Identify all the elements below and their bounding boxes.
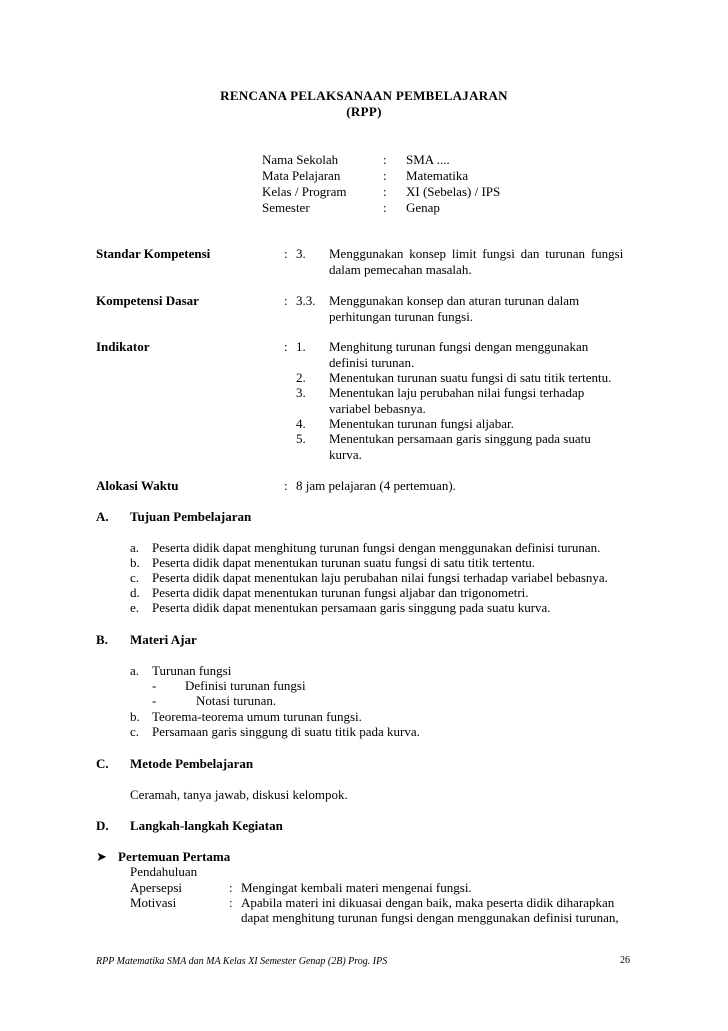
kd-number: 3.3.	[296, 293, 316, 308]
apersepsi-text: Mengingat kembali materi mengenai fungsi.	[241, 880, 472, 895]
identity-colon: :	[383, 200, 387, 215]
motivasi-text-line1: Apabila materi ini dikuasai dengan baik, maka peserta didik diharapkan	[241, 895, 615, 910]
sub-item: Notasi turunan.	[196, 693, 277, 708]
indikator-text: Menentukan laju perubahan nilai fungsi terhadap	[329, 385, 585, 400]
identity-value: Genap	[406, 200, 440, 215]
footer-text: RPP Matematika SMA dan MA Kelas XI Semester Genap (2B) Prog. IPS	[96, 956, 388, 967]
sub-item: Definisi turunan fungsi	[185, 678, 306, 693]
section-a-heading: Tujuan Pembelajaran	[130, 509, 252, 524]
identity-label: Nama Sekolah	[262, 152, 339, 167]
list-marker: b.	[130, 555, 140, 570]
sub-marker: -	[152, 678, 157, 693]
identity-colon: :	[383, 184, 387, 199]
document-title: RENCANA PELAKSANAAN PEMBELAJARAN	[220, 88, 508, 103]
indikator-text: Menentukan persamaan garis singgung pada suatu	[329, 431, 591, 446]
motivasi-label: Motivasi	[130, 895, 177, 910]
identity-label: Mata Pelajaran	[262, 168, 341, 183]
indikator-text: Menentukan turunan suatu fungsi di satu titik tertentu.	[329, 370, 612, 385]
document-subtitle: (RPP)	[346, 104, 382, 119]
identity-value: SMA ....	[406, 152, 450, 167]
indikator-number: 1.	[296, 339, 306, 354]
indikator-text: variabel bebasnya.	[329, 401, 426, 416]
kd-colon: :	[284, 293, 288, 308]
identity-label: Kelas / Program	[262, 184, 347, 199]
section-a-letter: A.	[96, 509, 109, 524]
identity-colon: :	[383, 152, 387, 167]
kd-text-line2: perhitungan turunan fungsi.	[329, 309, 474, 324]
sub-marker: -	[152, 693, 157, 708]
list-item: Peserta didik dapat menentukan turunan suatu fungsi di satu titik tertentu.	[152, 555, 536, 570]
identity-label: Semester	[262, 200, 310, 215]
indikator-number: 4.	[296, 416, 306, 431]
identity-value: Matematika	[406, 168, 469, 183]
list-marker: c.	[130, 570, 140, 585]
list-marker: a.	[130, 540, 140, 555]
list-item: Peserta didik dapat menentukan laju perubahan nilai fungsi terhadap variabel bebasnya.	[152, 570, 608, 585]
identity-colon: :	[383, 168, 387, 183]
list-marker: a.	[130, 663, 140, 678]
alokasi-colon: :	[284, 478, 288, 493]
indikator-text: definisi turunan.	[329, 355, 415, 370]
motivasi-colon: :	[229, 895, 233, 910]
apersepsi-label: Apersepsi	[130, 880, 182, 895]
list-item: Peserta didik dapat menentukan persamaan garis singgung pada suatu kurva.	[152, 600, 551, 615]
apersepsi-colon: :	[229, 880, 233, 895]
pendahuluan-label: Pendahuluan	[130, 864, 198, 879]
section-c-text: Ceramah, tanya jawab, diskusi kelompok.	[130, 787, 348, 802]
indikator-number: 3.	[296, 385, 306, 400]
kd-label: Kompetensi Dasar	[96, 293, 199, 308]
sk-number: 3.	[296, 246, 306, 261]
list-item: Teorema-teorema umum turunan fungsi.	[152, 709, 362, 724]
sk-colon: :	[284, 246, 288, 261]
list-marker: d.	[130, 585, 140, 600]
sk-text-line1: Menggunakan konsep limit fungsi dan turunan fungsi	[329, 246, 624, 261]
list-item: Turunan fungsi	[152, 663, 232, 678]
section-c-heading: Metode Pembelajaran	[130, 756, 254, 771]
list-marker: e.	[130, 600, 140, 615]
section-d-heading: Langkah-langkah Kegiatan	[130, 818, 283, 833]
alokasi-value: 8 jam pelajaran (4 pertemuan).	[296, 478, 456, 493]
indikator-number: 2.	[296, 370, 306, 385]
indikator-number: 5.	[296, 431, 306, 446]
indikator-text: Menghitung turunan fungsi dengan menggunakan	[329, 339, 589, 354]
identity-value: XI (Sebelas) / IPS	[406, 184, 501, 199]
section-d-letter: D.	[96, 818, 109, 833]
sk-label: Standar Kompetensi	[96, 246, 211, 261]
sk-text-line2: dalam pemecahan masalah.	[329, 262, 472, 277]
motivasi-text-line2: dapat menghitung turunan fungsi dengan menggunakan definisi turunan,	[241, 910, 619, 925]
list-marker: b.	[130, 709, 140, 724]
pertemuan-heading: Pertemuan Pertama	[118, 849, 231, 864]
list-item: Peserta didik dapat menentukan turunan fungsi aljabar dan trigonometri.	[152, 585, 529, 600]
section-b-heading: Materi Ajar	[130, 632, 197, 647]
kd-text-line1: Menggunakan konsep dan aturan turunan dalam	[329, 293, 580, 308]
indikator-colon: :	[284, 339, 288, 354]
indikator-text: Menentukan turunan fungsi aljabar.	[329, 416, 514, 431]
page-number: 26	[620, 955, 630, 966]
list-item: Persamaan garis singgung di suatu titik pada kurva.	[152, 724, 420, 739]
section-c-letter: C.	[96, 756, 109, 771]
indikator-text: kurva.	[329, 447, 362, 462]
section-b-letter: B.	[96, 632, 108, 647]
alokasi-label: Alokasi Waktu	[96, 478, 179, 493]
list-marker: c.	[130, 724, 140, 739]
indikator-label: Indikator	[96, 339, 150, 354]
list-item: Peserta didik dapat menghitung turunan fungsi dengan menggunakan definisi turunan.	[152, 540, 601, 555]
arrow-bullet-icon: ➤	[96, 849, 107, 864]
